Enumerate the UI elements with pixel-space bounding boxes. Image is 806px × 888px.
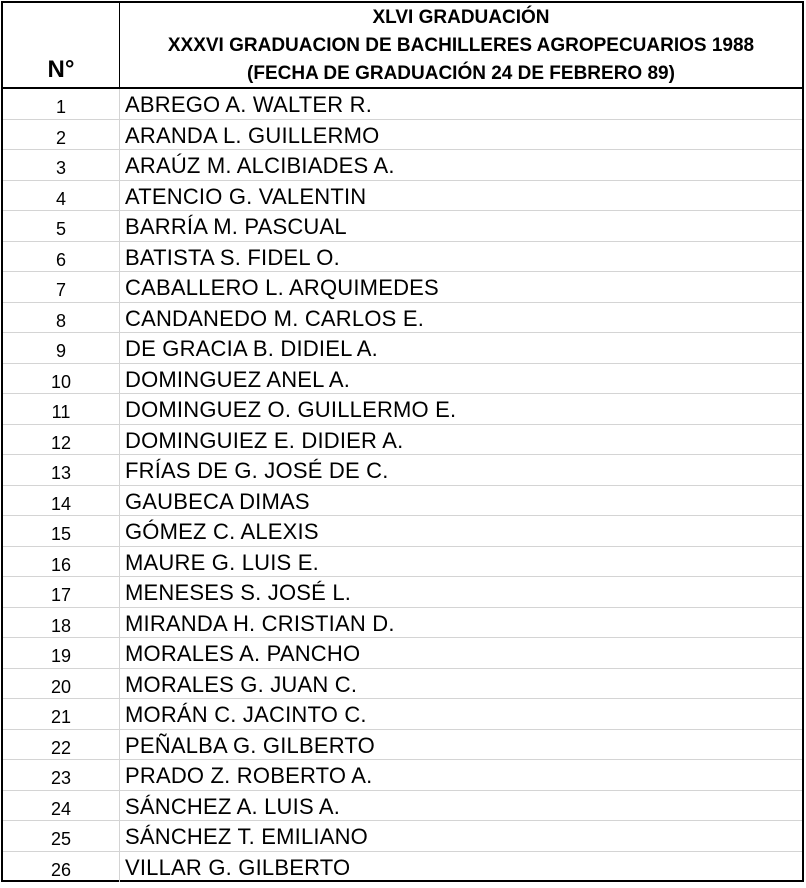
- graduate-name: VILLAR G. GILBERTO: [125, 854, 351, 880]
- row-number: 17: [3, 577, 120, 607]
- graduation-table: [1, 1, 804, 882]
- graduate-name: CABALLERO L. ARQUIMEDES: [125, 275, 439, 300]
- graduate-name: PEÑALBA G. GILBERTO: [125, 732, 375, 758]
- graduate-name: PRADO Z. ROBERTO A.: [125, 763, 373, 788]
- table-row: [3, 242, 802, 273]
- graduate-name: DE GRACIA B. DIDIEL A.: [125, 336, 378, 361]
- row-number: 25: [3, 821, 120, 851]
- table-row: [3, 852, 802, 883]
- table-row: [3, 699, 802, 730]
- row-number: 10: [3, 364, 120, 394]
- graduate-name: GAUBECA DIMAS: [125, 488, 310, 514]
- row-number: 22: [3, 730, 120, 760]
- table-row: [3, 394, 802, 425]
- row-number: 6: [3, 242, 120, 272]
- row-number: 24: [3, 791, 120, 821]
- table-row: [3, 791, 802, 822]
- row-number: 14: [3, 486, 120, 516]
- table-row: [3, 89, 802, 120]
- table-row: [3, 364, 802, 395]
- row-number: 7: [3, 272, 120, 302]
- graduate-name: MORÁN C. JACINTO C.: [125, 702, 367, 727]
- title-line-1: XLVI GRADUACIÓN: [372, 7, 550, 28]
- title-line-3: (FECHA DE GRADUACIÓN 24 DE FEBRERO 89): [247, 63, 675, 84]
- graduate-name: MIRANDA H. CRISTIAN D.: [125, 610, 395, 636]
- graduate-name: CANDANEDO M. CARLOS E.: [125, 305, 425, 331]
- row-number: 2: [3, 120, 120, 150]
- table-row: [3, 272, 802, 303]
- row-number: 26: [3, 852, 120, 883]
- table-row: [3, 516, 802, 547]
- row-number: 9: [3, 333, 120, 363]
- table-row: [3, 150, 802, 181]
- table-row: [3, 181, 802, 212]
- graduate-name: SÁNCHEZ A. LUIS A.: [125, 793, 341, 819]
- number-column-header: [3, 3, 120, 87]
- table-row: [3, 608, 802, 639]
- title-line-2: XXXVI GRADUACION DE BACHILLERES AGROPECUARIOS 1988: [167, 35, 755, 56]
- graduate-name: MENESES S. JOSÉ L.: [125, 580, 352, 605]
- graduate-name: DOMINGUEZ O. GUILLERMO E.: [125, 397, 457, 422]
- row-number: 13: [3, 455, 120, 485]
- graduate-name: GÓMEZ C. ALEXIS: [125, 519, 319, 544]
- table-row: [3, 669, 802, 700]
- graduate-name: BARRÍA M. PASCUAL: [125, 214, 347, 239]
- table-row: [3, 425, 802, 456]
- table-row: [3, 303, 802, 334]
- table-row: [3, 638, 802, 669]
- number-column-label: N°: [47, 56, 75, 83]
- row-number: 21: [3, 699, 120, 729]
- table-row: [3, 730, 802, 761]
- graduate-name: BATISTA S. FIDEL O.: [125, 244, 340, 270]
- graduate-name: MORALES G. JUAN C.: [125, 671, 358, 697]
- table-header: [3, 3, 802, 89]
- graduate-name: MORALES A. PANCHO: [125, 641, 361, 666]
- row-number: 1: [3, 89, 120, 119]
- row-number: 3: [3, 150, 120, 180]
- row-number: 20: [3, 669, 120, 699]
- graduate-name: MAURE G. LUIS E.: [125, 549, 319, 575]
- table-row: [3, 821, 802, 852]
- graduate-name: ATENCIO G. VALENTIN: [125, 183, 367, 209]
- table-body: [3, 89, 802, 882]
- graduate-name: FRÍAS DE G. JOSÉ DE C.: [125, 458, 389, 483]
- row-number: 12: [3, 425, 120, 455]
- graduate-name: ARANDA L. GUILLERMO: [125, 122, 380, 148]
- row-number: 16: [3, 547, 120, 577]
- table-row: [3, 211, 802, 242]
- title-block: [120, 3, 802, 87]
- row-number: 8: [3, 303, 120, 333]
- row-number: 23: [3, 760, 120, 790]
- table-row: [3, 547, 802, 578]
- row-number: 11: [3, 394, 120, 424]
- row-number: 15: [3, 516, 120, 546]
- graduate-name: DOMINGUEZ ANEL A.: [125, 366, 351, 392]
- table-row: [3, 577, 802, 608]
- row-number: 18: [3, 608, 120, 638]
- graduate-name: DOMINGUIEZ E. DIDIER A.: [125, 427, 404, 453]
- table-row: [3, 455, 802, 486]
- table-row: [3, 120, 802, 151]
- table-row: [3, 760, 802, 791]
- table-row: [3, 333, 802, 364]
- row-number: 4: [3, 181, 120, 211]
- row-number: 5: [3, 211, 120, 241]
- graduate-name: ARAÚZ M. ALCIBIADES A.: [125, 153, 395, 178]
- graduate-name: SÁNCHEZ T. EMILIANO: [125, 824, 368, 849]
- table-row: [3, 486, 802, 517]
- row-number: 19: [3, 638, 120, 668]
- graduate-name: ABREGO A. WALTER R.: [125, 92, 373, 117]
